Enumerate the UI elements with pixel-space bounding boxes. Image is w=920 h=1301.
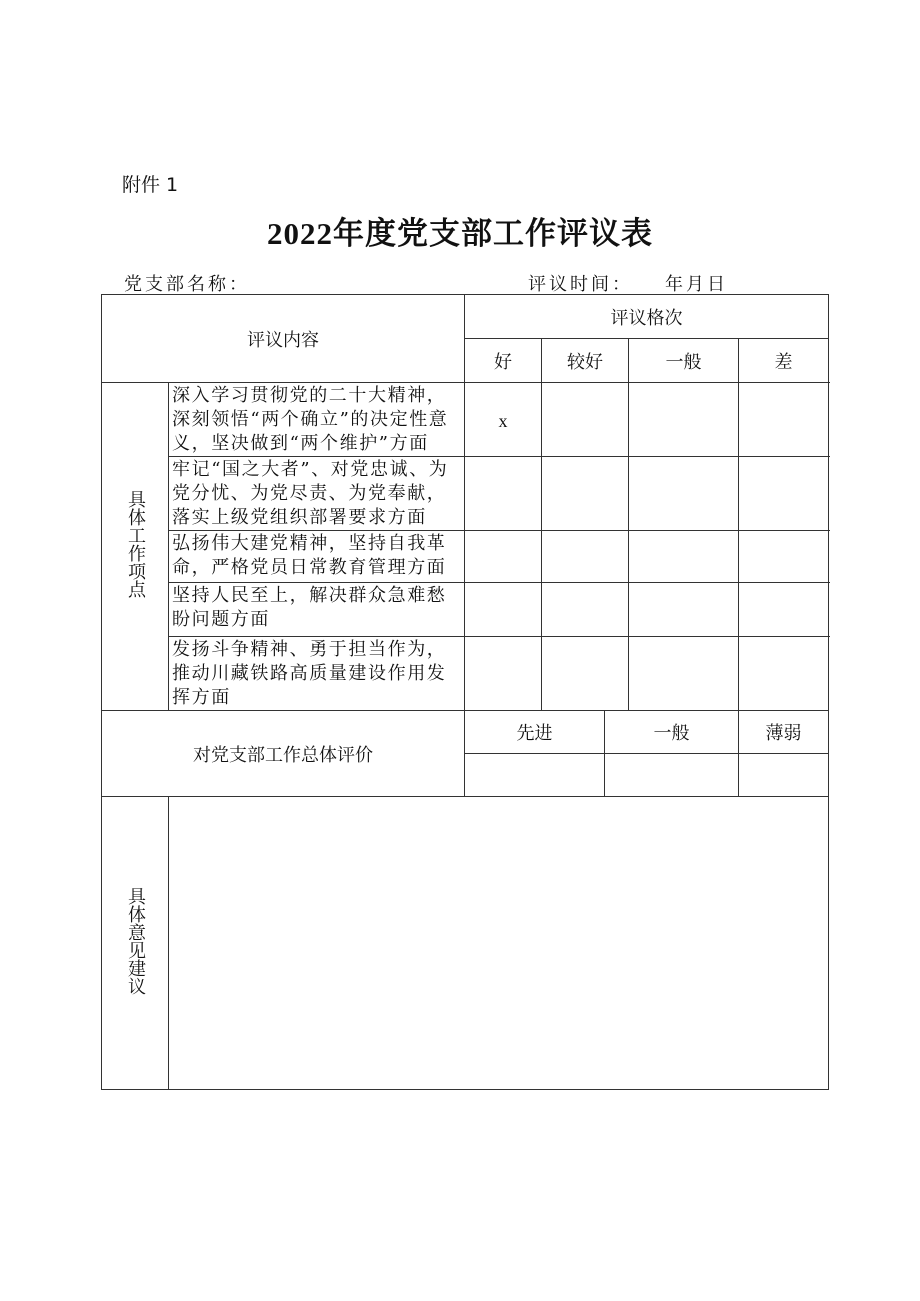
branch-name-label: 党支部名称： — [124, 274, 250, 295]
suggestions-input-area[interactable] — [169, 797, 829, 1090]
item-row — [102, 457, 829, 531]
content-header-cell — [102, 295, 465, 383]
grade-header-average — [629, 339, 739, 383]
grade-cell-fairly-good[interactable] — [542, 637, 629, 711]
review-time-field — [528, 270, 728, 296]
form-title — [0, 208, 920, 253]
suggestions-label-cell — [102, 797, 169, 1090]
grade-header: 评议格次 — [610, 307, 683, 329]
item-row — [102, 383, 829, 457]
grade-cell-poor[interactable] — [739, 457, 829, 531]
grade-header-fairly-good — [542, 339, 629, 383]
overall-grade-label: 先进 — [516, 723, 553, 744]
grade-cell-good[interactable] — [465, 531, 542, 583]
grade-cell-good[interactable] — [465, 383, 542, 457]
overall-grade-average — [605, 711, 739, 754]
item-row — [102, 531, 829, 583]
item-text-cell — [169, 637, 465, 711]
item-text: 坚持人民至上，解决群众急难愁盼问题方面 — [172, 585, 447, 630]
header-row-1 — [102, 295, 829, 339]
grade-header-cell — [465, 295, 829, 339]
grade-cell-good[interactable] — [465, 457, 542, 531]
grade-label: 差 — [774, 351, 793, 373]
grade-cell-poor[interactable] — [739, 637, 829, 711]
content-header: 评议内容 — [247, 329, 319, 351]
title-year: 2022 — [267, 216, 333, 251]
grade-cell-fairly-good[interactable] — [542, 383, 629, 457]
item-row — [102, 637, 829, 711]
overall-header-row — [102, 711, 829, 754]
grade-cell-poor[interactable] — [739, 383, 829, 457]
item-row — [102, 583, 829, 637]
evaluation-table — [101, 294, 829, 1090]
overall-mark-weak[interactable] — [739, 754, 829, 797]
grade-label: 好 — [494, 351, 512, 373]
item-text: 弘扬伟大建党精神，坚持自我革命，严格党员日常教育管理方面 — [172, 533, 447, 578]
grade-cell-average[interactable] — [629, 457, 739, 531]
grade-cell-poor[interactable] — [739, 531, 829, 583]
date-label: 年月日 — [665, 274, 728, 295]
suggestions-label: 具体意见建议 — [125, 886, 146, 995]
overall-grade-label: 一般 — [653, 723, 690, 744]
overall-mark-advanced[interactable] — [465, 754, 605, 797]
overall-label-cell — [102, 711, 465, 797]
grade-cell-fairly-good[interactable] — [542, 583, 629, 637]
item-text: 深入学习贯彻党的二十大精神，深刻领悟“两个确立”的决定性意义，坚决做到“两个维护”方面 — [172, 385, 449, 454]
grade-label: 一般 — [665, 351, 702, 373]
review-time-label: 评议时间： — [528, 274, 633, 295]
grade-cell-poor[interactable] — [739, 583, 829, 637]
title-text: 年度党支部工作评议表 — [333, 216, 653, 252]
item-text: 发扬斗争精神、勇于担当作为，推动川藏铁路高质量建设作用发挥方面 — [172, 639, 447, 708]
attachment-label: 附件 1 — [122, 174, 179, 196]
grade-cell-average[interactable] — [629, 383, 739, 457]
grade-cell-fairly-good[interactable] — [542, 457, 629, 531]
grade-mark: x — [498, 411, 508, 431]
items-section-cell — [102, 383, 169, 711]
overall-grade-weak — [739, 711, 829, 754]
item-text-cell — [169, 531, 465, 583]
grade-label: 较好 — [567, 351, 603, 373]
item-text-cell — [169, 383, 465, 457]
suggestions-row — [102, 797, 829, 1090]
item-text: 牢记“国之大者”、对党忠诚、为党分忧、为党尽责、为党奉献，落实上级党组织部署要求方面 — [172, 459, 449, 528]
item-text-cell — [169, 457, 465, 531]
grade-header-good — [465, 339, 542, 383]
grade-cell-average[interactable] — [629, 583, 739, 637]
grade-cell-average[interactable] — [629, 637, 739, 711]
overall-mark-average[interactable] — [605, 754, 739, 797]
grade-cell-good[interactable] — [465, 583, 542, 637]
overall-grade-label: 薄弱 — [765, 723, 802, 744]
grade-cell-fairly-good[interactable] — [542, 531, 629, 583]
overall-grade-advanced — [465, 711, 605, 754]
items-section-label: 具体工作项点 — [125, 490, 146, 598]
grade-cell-average[interactable] — [629, 531, 739, 583]
overall-label: 对党支部工作总体评价 — [193, 744, 373, 766]
grade-cell-good[interactable] — [465, 637, 542, 711]
grade-header-poor — [739, 339, 829, 383]
item-text-cell — [169, 583, 465, 637]
